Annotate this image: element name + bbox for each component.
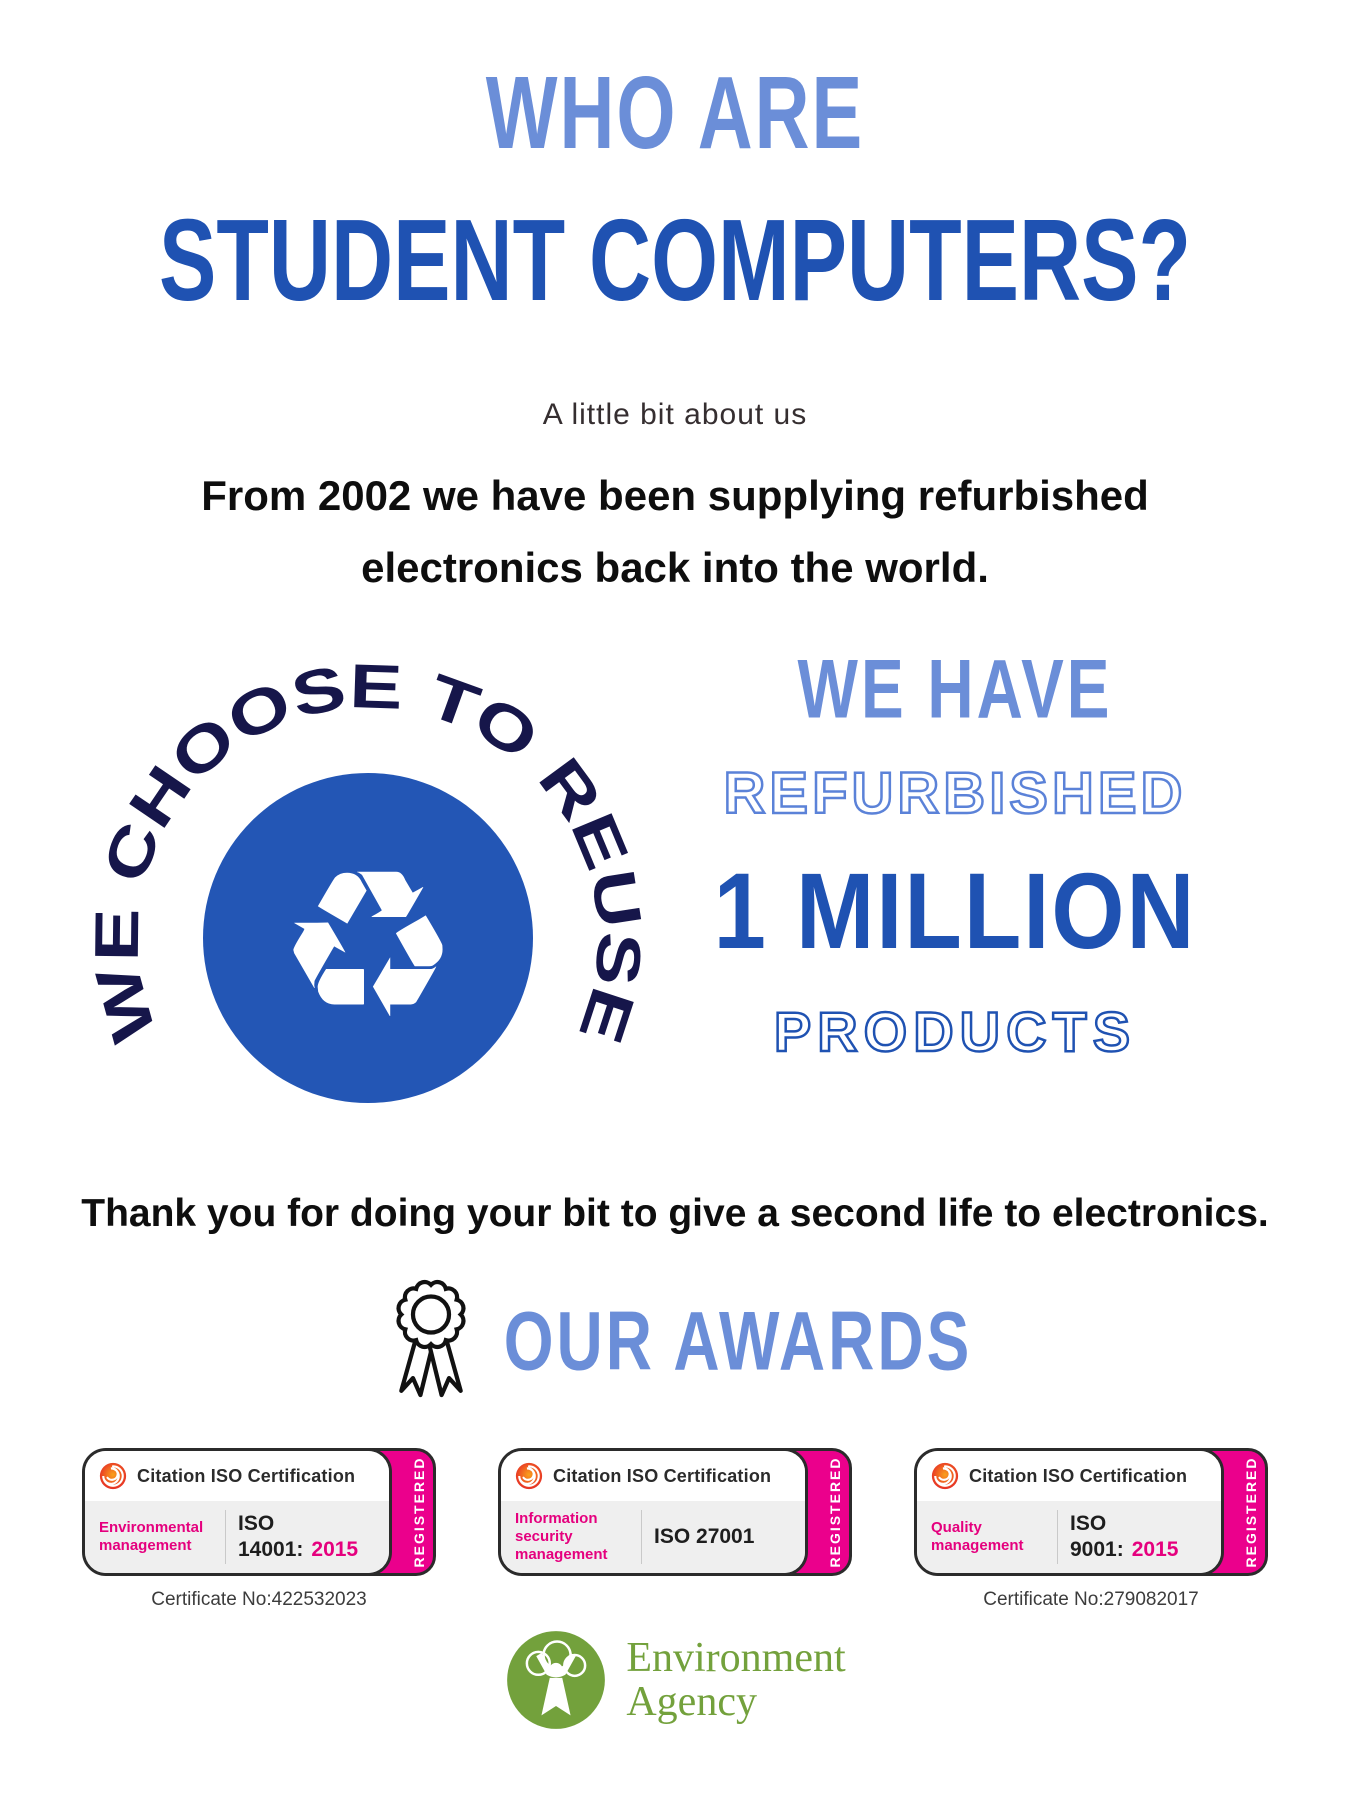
stat-we-have: WE HAVE — [797, 642, 1113, 736]
citation-swirl-icon — [930, 1461, 960, 1491]
divider — [641, 1510, 642, 1564]
badge-card — [914, 1448, 1224, 1576]
iso-27001-badge — [498, 1448, 852, 1576]
badge-brand: Citation ISO Certification — [969, 1465, 1188, 1486]
badge-category: Information security management — [515, 1510, 608, 1563]
badge-standard: ISO 9001: 2015 — [1070, 1511, 1179, 1561]
stats-block — [645, 642, 1265, 1064]
intro-line-2: electronics back into the world. — [361, 544, 989, 592]
badge-card — [498, 1448, 808, 1576]
stat-one-million: 1 MILLION — [713, 850, 1197, 971]
subtitle: A little bit about us — [542, 398, 808, 431]
badge-brand: Citation ISO Certification — [137, 1465, 356, 1486]
citation-swirl-icon — [514, 1461, 544, 1491]
intro-line-1: From 2002 we have been supplying refurbished — [201, 472, 1149, 519]
environment-agency-name: Environment Agency — [626, 1634, 846, 1725]
badge-category: Quality management — [931, 1519, 1024, 1554]
arc-text: WE CHOOSE TO REUSE — [88, 651, 648, 1050]
awards-heading: OUR AWARDS — [503, 1294, 973, 1388]
thank-you-line: Thank you for doing your bit to give a second life to electronics. — [81, 1192, 1269, 1235]
awards-heading-row — [0, 1266, 1350, 1416]
environment-agency-icon — [504, 1628, 608, 1732]
title-who-are: WHO ARE — [485, 56, 865, 171]
registered-tab: REGISTERED — [1148, 1448, 1268, 1576]
badge-card — [82, 1448, 392, 1576]
registered-tab: REGISTERED — [316, 1448, 436, 1576]
citation-swirl-icon — [98, 1461, 128, 1491]
environment-agency-logo — [0, 1628, 1350, 1732]
registered-tab: REGISTERED — [732, 1448, 852, 1576]
recycle-icon: ♻ — [276, 827, 460, 1065]
badge-standard: ISO 14001: 2015 — [238, 1511, 359, 1561]
title-student-computers: STUDENT COMPUTERS? — [159, 196, 1191, 326]
reuse-badge — [88, 628, 648, 1173]
certification-badges — [0, 1448, 1350, 1611]
divider — [225, 1510, 226, 1564]
certificate-number: Certificate No:279082017 — [983, 1589, 1199, 1610]
badge-category: Environmental management — [99, 1519, 204, 1554]
stat-refurbished: REFURBISHED — [723, 761, 1187, 826]
iso-14001-badge — [82, 1448, 436, 1611]
badge-standard: ISO 27001 — [654, 1524, 755, 1548]
stat-products: PRODUCTS — [773, 1000, 1137, 1063]
award-ribbon-icon — [378, 1266, 484, 1416]
certificate-number: Certificate No:422532023 — [151, 1589, 367, 1610]
divider — [1057, 1510, 1058, 1564]
intro-paragraph — [0, 460, 1350, 604]
reuse-badge-graphic — [88, 628, 648, 1168]
badge-brand: Citation ISO Certification — [553, 1465, 772, 1486]
iso-9001-badge — [914, 1448, 1268, 1611]
